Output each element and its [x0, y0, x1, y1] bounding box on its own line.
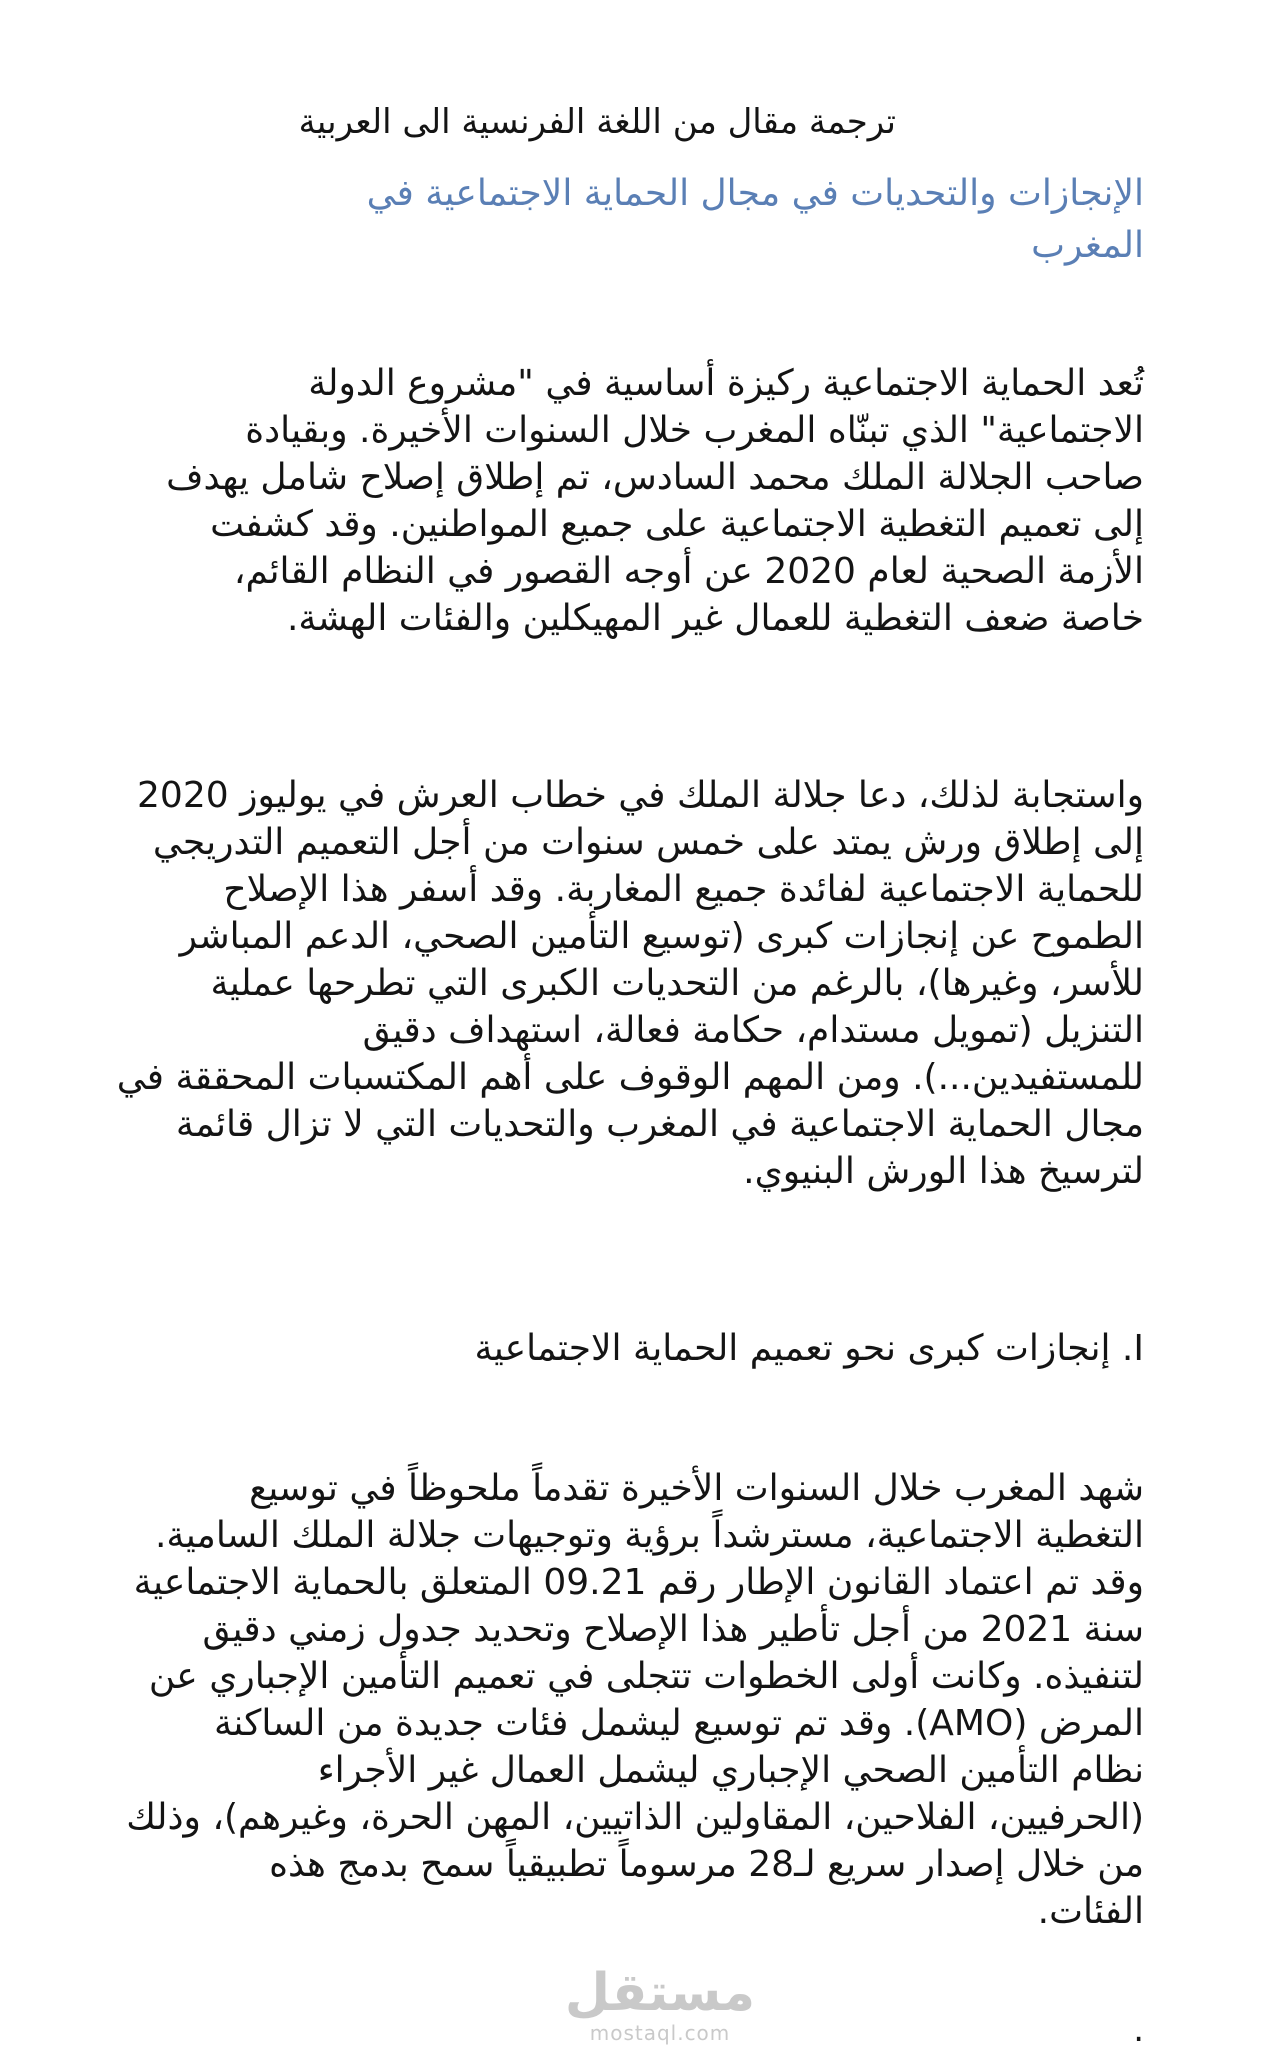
paragraph-line: شهد المغرب خلال السنوات الأخيرة تقدماً ملحوظاً في توسيع [249, 1468, 1144, 1509]
paragraph-line: الفئات. [1037, 1891, 1144, 1932]
paragraph-line: وقد تم اعتماد القانون الإطار رقم 09.21 المتعلق بالحماية الاجتماعية [133, 1562, 1144, 1603]
paragraph-intro [166, 360, 1144, 642]
paragraph-line: إلى تعميم التغطية الاجتماعية على جميع المواطنين. وقد كشفت [210, 504, 1144, 545]
article-title-line: الإنجازات والتحديات في مجال الحماية الاجتماعية في [366, 173, 1144, 214]
paragraph-achievements [126, 1465, 1144, 1935]
section-heading-text: I. إنجازات كبرى نحو تعميم الحماية الاجتماعية [474, 1328, 1144, 1369]
paragraph-line: صاحب الجلالة الملك محمد السادس، تم إطلاق إصلاح شامل يهدف [166, 457, 1144, 498]
trailing-mark [1133, 2010, 1144, 2050]
paragraph-line: نظام التأمين الصحي الإجباري ليشمل العمال غير الأجراء [317, 1750, 1144, 1791]
paragraph-line: الطموح عن إنجازات كبرى (توسيع التأمين الصحي، الدعم المباشر [179, 916, 1144, 957]
paragraph-line: سنة 2021 من أجل تأطير هذا الإصلاح وتحديد جدول زمني دقيق [202, 1609, 1144, 1650]
paragraph-line: لتنفيذه. وكانت أولى الخطوات تتجلى في تعميم التأمين الإجباري عن [148, 1656, 1144, 1697]
trailing-mark-text: . [1133, 2010, 1144, 2050]
paragraph-line: إلى إطلاق ورش يمتد على خمس سنوات من أجل التعميم التدريجي [152, 822, 1144, 863]
paragraph-line: للمستفيدين...). ومن المهم الوقوف على أهم المكتسبات المحققة في [116, 1057, 1144, 1098]
paragraph-line: واستجابة لذلك، دعا جلالة الملك في خطاب العرش في يوليوز 2020 [137, 775, 1144, 816]
paragraph-line: خاصة ضعف التغطية للعمال غير المهيكلين والفئات الهشة. [286, 598, 1144, 639]
paragraph-line: من خلال إصدار سريع لـ28 مرسوماً تطبيقياً سمح بدمج هذه [269, 1844, 1144, 1885]
article-title [367, 168, 1144, 272]
mostaql-watermark [560, 1965, 760, 2045]
paragraph-line: للأسر، وغيرها)، بالرغم من التحديات الكبرى التي تطرحها عملية [210, 963, 1144, 1004]
watermark-logo: مستقل [564, 1963, 756, 2023]
paragraph-line: التغطية الاجتماعية، مسترشداً برؤية وتوجيهات جلالة الملك السامية. [154, 1515, 1144, 1556]
document-heading [299, 98, 896, 146]
paragraph-line: الاجتماعية" الذي تبنّاه المغرب خلال السنوات الأخيرة. وبقيادة [245, 410, 1144, 451]
paragraph-line: التنزيل (تمويل مستدام، حكامة فعالة، استهداف دقيق [362, 1010, 1144, 1051]
paragraph-line: المرض (AMO). وقد تم توسيع ليشمل فئات جديدة من الساكنة [214, 1703, 1144, 1744]
paragraph-line: مجال الحماية الاجتماعية في المغرب والتحديات التي لا تزال قائمة [175, 1104, 1144, 1145]
paragraph-line: (الحرفيين، الفلاحين، المقاولين الذاتيين، المهن الحرة، وغيرهم)، وذلك [126, 1797, 1144, 1838]
watermark-site: mostaql.com [589, 2021, 731, 2045]
section-heading [474, 1325, 1144, 1373]
paragraph-line: للحماية الاجتماعية لفائدة جميع المغاربة. وقد أسفر هذا الإصلاح [223, 869, 1144, 910]
document-heading-text: ترجمة مقال من اللغة الفرنسية الى العربية [298, 102, 896, 142]
article-title-line: المغرب [1031, 225, 1144, 266]
paragraph-line: الأزمة الصحية لعام 2020 عن أوجه القصور في النظام القائم، [233, 551, 1144, 592]
paragraph-line: لترسيخ هذا الورش البنيوي. [743, 1151, 1144, 1192]
paragraph-line: تُعد الحماية الاجتماعية ركيزة أساسية في "مشروع الدولة [308, 363, 1144, 404]
paragraph-response [117, 772, 1144, 1195]
